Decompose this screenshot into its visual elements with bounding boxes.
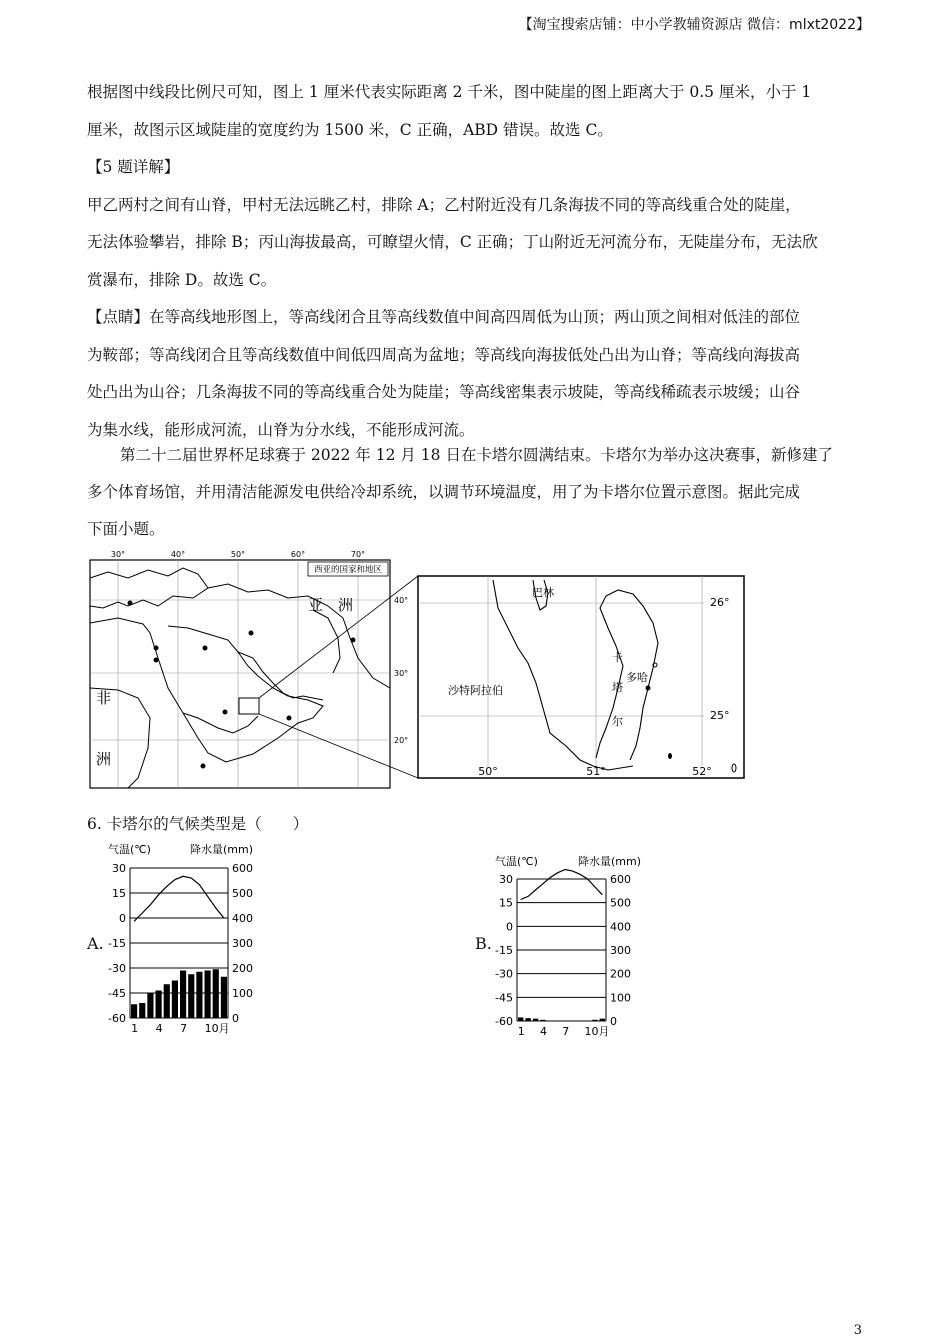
prec-tick-label: 300 (232, 937, 253, 950)
region-label: 洲 (338, 596, 354, 614)
prec-tick-label: 600 (232, 862, 253, 875)
paragraph-line: 处凸出为山谷；几条海拔不同的等高线重合处为陡崖；等高线密集表示坡陡，等高线稀疏表示坡缓；山谷 (87, 383, 801, 401)
paragraph-line: 无法体验攀岩，排除 B；丙山海拔最高，可瞭望火情，C 正确；丁山附近无河流分布，无陡崖分布，无法欣 (87, 233, 818, 251)
prec-tick-label: 200 (232, 962, 253, 975)
qatar-location-map (88, 548, 748, 790)
temp-tick-label: -30 (108, 962, 126, 975)
temp-tick-label: 30 (112, 862, 126, 875)
stem-line: 多个体育场馆，并用清洁能源发电供给冷却系统，以调节环境温度，用了为卡塔尔位置示意图。据此完成 (87, 483, 801, 501)
lat-label: 25° (710, 709, 730, 722)
stem-line: 第二十二届世界杯足球赛于 2022 年 12 月 18 日在卡塔尔圆满结束。卡塔尔为举办这决赛事，新修建了 (120, 446, 833, 464)
lon-label: 30° (110, 550, 126, 559)
precip-bar (205, 971, 211, 1019)
temp-tick-label: 15 (499, 896, 513, 910)
region-label: 非 (96, 689, 112, 707)
lat-label: 30° (394, 669, 409, 678)
temp-axis-title: 气温(℃) (495, 855, 538, 868)
prec-axis-title: 降水量(mm) (578, 855, 642, 868)
lon-label: 60° (290, 550, 306, 559)
temperature-curve (521, 870, 603, 900)
lat-label: 26° (710, 596, 730, 609)
precip-bar (540, 1020, 545, 1021)
paragraph-line: 【5 题详解】 (87, 158, 180, 176)
page-number: 3 (853, 1323, 862, 1338)
paragraph-line: 【点睛】在等高线地形图上，等高线闭合且等高线数值中间高四周低为山顶；两山顶之间相对低洼的部位 (87, 308, 801, 326)
prec-tick-label: 0 (232, 1012, 239, 1025)
temp-tick-label: 15 (112, 887, 126, 900)
temp-tick-label: -60 (495, 1015, 513, 1028)
temp-tick-label: -45 (495, 991, 513, 1005)
map-label: 多哈 (626, 671, 648, 684)
lon-label: 40° (170, 550, 186, 559)
lat-label: 20° (394, 736, 409, 745)
prec-tick-label: 300 (610, 944, 631, 957)
precip-bar (533, 1019, 538, 1021)
map-label: 沙特阿拉伯 (448, 684, 503, 697)
precip-bar (213, 969, 219, 1018)
temp-tick-label: 30 (499, 873, 513, 886)
prec-tick-label: 200 (610, 967, 631, 981)
lat-label: 40° (394, 596, 409, 605)
prec-tick-label: 100 (610, 991, 631, 1005)
temp-tick-label: 0 (506, 920, 513, 934)
climate-chart-b (490, 853, 660, 1043)
precip-bar (188, 974, 194, 1018)
temp-tick-label: -45 (108, 987, 126, 1000)
precip-bar (525, 1018, 530, 1021)
map-label: 卡 (612, 651, 623, 664)
precip-bar (221, 977, 227, 1018)
month-tick-label: 7 (180, 1022, 188, 1035)
map-label: 巴林 (532, 586, 554, 599)
temp-axis-title: 气温(℃) (108, 843, 151, 856)
map-label: 尔 (612, 715, 623, 728)
temp-tick-label: -60 (108, 1012, 126, 1025)
paragraph-line: 为鞍部；等高线闭合且等高线数值中间低四周高为盆地；等高线向海拔低处凸出为山脊；等高线向海拔高 (87, 345, 801, 364)
precip-bar (172, 981, 178, 1019)
option-b-label: B. (475, 934, 492, 953)
prec-tick-label: 500 (232, 887, 253, 900)
prec-tick-label: 400 (610, 920, 631, 934)
page-header: 【淘宝搜索店铺：中小学教辅资源店 微信：mlxt2022】 (518, 17, 870, 33)
precip-bar (156, 991, 162, 1019)
map-label: 塔 (612, 681, 623, 694)
precip-bar (131, 1004, 137, 1018)
paragraph-line: 甲乙两村之间有山脊，甲村无法远眺乙村，排除 A；乙村附近没有几条海拔不同的等高线重合处的陡崖， (87, 195, 801, 214)
month-tick-label: 1 (131, 1022, 139, 1035)
paragraph-line: 赏瀑布，排除 D。故选 C。 (87, 270, 277, 289)
lon-label: 51° (586, 765, 606, 778)
month-tick-label: 4 (539, 1025, 547, 1038)
paragraph-line: 为集水线，能形成河流，山脊为分水线，不能形成河流。 (87, 420, 475, 439)
precip-bar (600, 1019, 605, 1021)
prec-tick-label: 0 (610, 1015, 617, 1028)
lon-label: 50° (478, 765, 498, 778)
question-6: 6. 卡塔尔的气候类型是（ ） (87, 815, 309, 833)
month-tick-label: 4 (155, 1022, 163, 1035)
temp-tick-label: 0 (119, 912, 126, 925)
explanation-block (87, 74, 867, 449)
month-tick-label: 1 (517, 1025, 525, 1038)
prec-tick-label: 100 (232, 987, 253, 1000)
map-legend: 西亚的国家和地区 (313, 565, 383, 575)
temp-tick-label: -30 (495, 967, 513, 981)
month-tick-label: 10月 (204, 1022, 230, 1035)
prec-tick-label: 500 (610, 896, 631, 910)
prec-axis-title: 降水量(mm) (190, 843, 254, 856)
temp-tick-label: -15 (108, 937, 126, 950)
precip-bar (147, 993, 153, 1018)
climate-chart-a (100, 842, 270, 1042)
option-a-label: A. (87, 934, 104, 953)
temp-tick-label: -15 (495, 944, 513, 957)
precip-bar (180, 971, 186, 1019)
region-label: 洲 (96, 750, 112, 768)
precip-bar (592, 1020, 597, 1021)
question-stem (87, 437, 867, 548)
prec-tick-label: 400 (232, 912, 253, 925)
precip-bar (518, 1017, 523, 1021)
paragraph-line: 厘米，故图示区域陡崖的宽度约为 1500 米，C 正确，ABD 错误。故选 C。 (87, 120, 613, 139)
lon-label: 70° (350, 550, 366, 559)
temperature-curve (134, 876, 224, 921)
stem-line: 下面小题。 (87, 520, 165, 538)
lon-label: 50° (230, 550, 246, 559)
precip-bar (196, 972, 202, 1018)
precip-bar (139, 1003, 145, 1018)
prec-tick-label: 600 (610, 873, 631, 886)
month-tick-label: 7 (562, 1025, 570, 1038)
lon-label: 52° (692, 765, 712, 778)
precip-bar (164, 984, 170, 1018)
month-tick-label: 10月 (584, 1025, 610, 1038)
paragraph-line: 根据图中线段比例尺可知，图上 1 厘米代表实际距离 2 千米，图中陡崖的图上距离大于 0.5 厘米，小于 1 (87, 83, 812, 101)
region-label: 亚 (308, 596, 324, 614)
